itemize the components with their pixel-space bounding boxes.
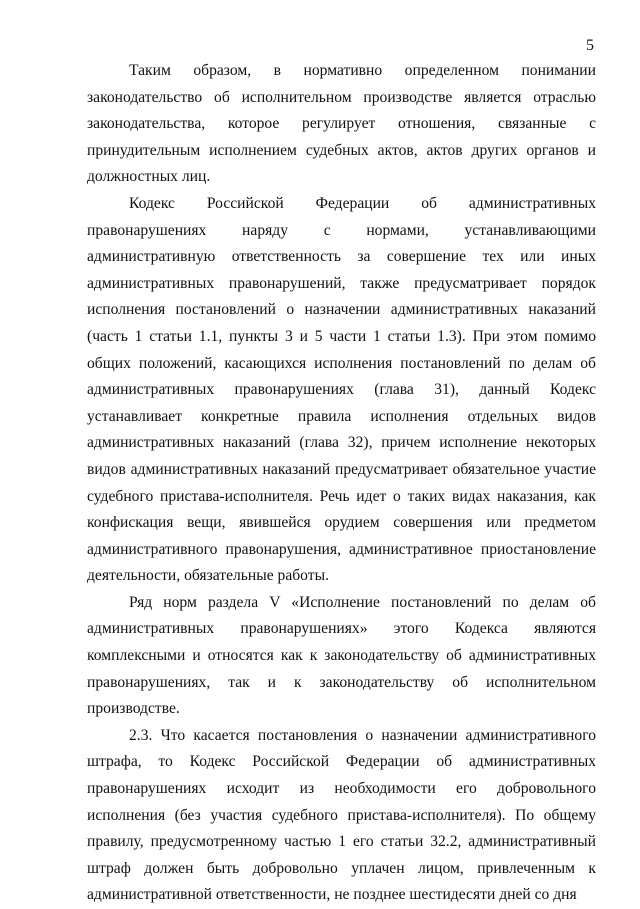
paragraph-4: 2.3. Что касается постановления о назначении административного штрафа, то Кодекс Российской Федерации об административных правонарушениях исходит из необходимости его добровольного исполнения (без участия судебного пристава-исполнителя). По общему правилу, предусмотренному частью 1 его статьи 32.2, административный штраф должен быть добровольно уплачен лицом, привлеченным к административной ответственности, не позднее шестидесяти дней со дня [87,726,596,904]
document-body [87,58,596,909]
page-number: 5 [586,37,594,54]
paragraph-2: Кодекс Российской Федерации об административных правонарушениях наряду с нормами, устанавливающими административную ответственность за совершение тех или иных административных правонарушений, также предусматривает порядок исполнения постановлений о назначении административных наказаний (часть 1 статьи 1.1, пункты 3 и 5 части 1 статьи 1.3). При этом помимо общих положений, касающихся исполнения постановлений по делам об административных правонарушениях (глава 31), данный Кодекс устанавливает конкретные правила исполнения отдельных видов административных наказаний (глава 32), причем исполнение некоторых видов административных наказаний предусматривает обязательное участие судебного пристава-исполнителя. Речь идет о таких видах наказания, как конфискация вещи, явившейся орудием совершения или предметом административного правонарушения, административное приостановление деятельности, обязательные работы. [87,194,596,585]
paragraph-3: Ряд норм раздела V «Исполнение постановлений по делам об административных правонарушениях» этого Кодекса являются комплексными и относятся как к законодательству об административных правонарушениях, так и к законодательству об исполнительном производстве. [87,593,596,718]
paragraph-1: Таким образом, в нормативно определенном понимании законодательство об исполнительном производстве является отраслью законодательства, которое регулирует отношения, связанные с принудительным исполнением судебных актов, актов других органов и должностных лиц. [87,62,596,186]
